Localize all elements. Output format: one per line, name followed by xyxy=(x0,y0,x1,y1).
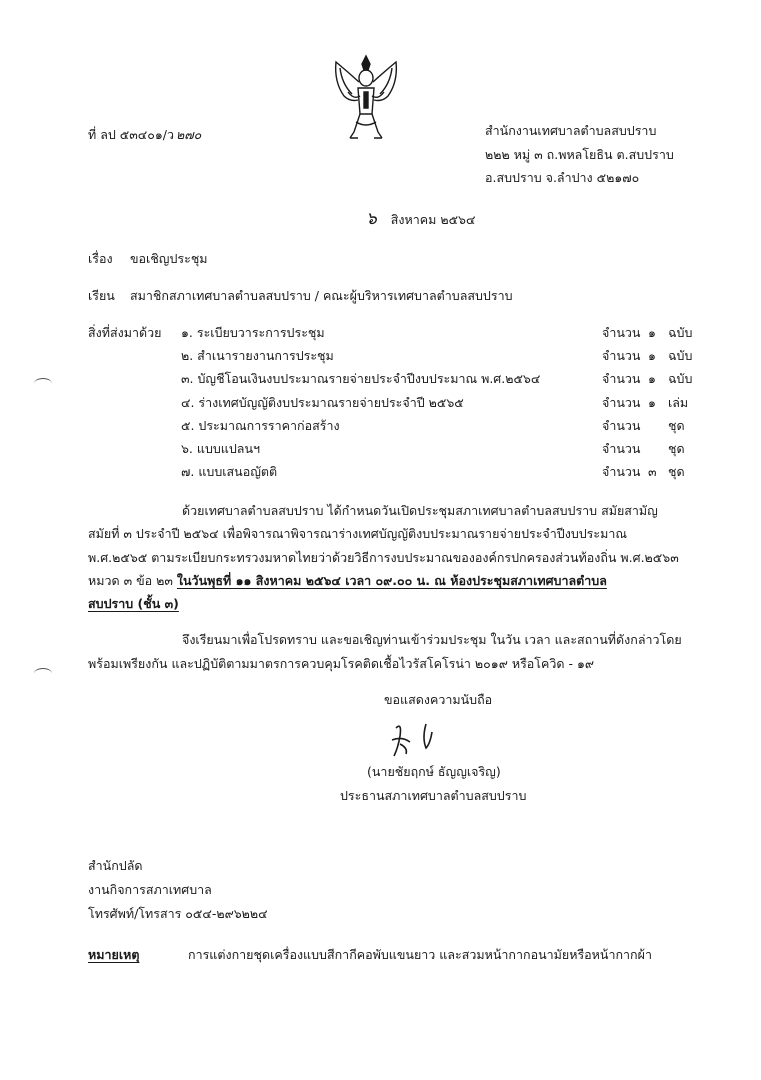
date-month-year: สิงหาคม ๒๕๖๔ xyxy=(390,212,476,227)
recipient-line xyxy=(88,286,513,306)
attachment-item: ๕. ประมาณการราคาก่อสร้าง xyxy=(181,418,340,433)
body-line xyxy=(88,571,607,591)
attachment-unit: ชุด xyxy=(668,441,685,456)
subject-line xyxy=(88,249,208,269)
attachment-qty-label: จำนวน xyxy=(602,395,641,410)
body-line: ด้วยเทศบาลตำบลสบปราบ ได้กำหนดวันเปิดประชุมสภาเทศบาลตำบลสบปราบ สมัยสามัญ xyxy=(182,503,658,518)
date-day: ๖ xyxy=(366,209,377,229)
attachment-unit: เล่ม xyxy=(668,395,689,410)
attachment-qty-label: จำนวน xyxy=(602,418,641,433)
attachments-label: สิ่งที่ส่งมาด้วย xyxy=(88,325,162,340)
attachment-unit: ชุด xyxy=(668,464,685,479)
attachment-unit: ชุด xyxy=(668,418,685,433)
signature-mark xyxy=(388,718,448,762)
footer-line: สำนักปลัด xyxy=(88,858,143,873)
attachment-qty: ๑ xyxy=(648,395,656,410)
attachment-unit: ฉบับ xyxy=(668,325,693,340)
note-line xyxy=(88,945,652,965)
attachment-qty-label: จำนวน xyxy=(602,464,641,479)
body-line: พ.ศ.๒๕๖๕ ตามระเบียบกระทรวงมหาดไทยว่าด้วยวิธีการงบประมาณขององค์กรปกครองส่วนท้องถิ่น พ.ศ.๒๕๖๓ xyxy=(88,550,679,565)
attachment-qty-label: จำนวน xyxy=(602,371,641,386)
meeting-location-floor: สบปราบ (ชั้น ๓) xyxy=(88,596,179,611)
attachment-qty-label: จำนวน xyxy=(602,325,641,340)
meeting-date-location: ในวันพุธที่ ๑๑ สิงหาคม ๒๕๖๔ เวลา ๐๙.๐๐ น. ณ ห้องประชุมสภาเทศบาลตำบล xyxy=(176,573,607,588)
note-text: การแต่งกายชุดเครื่องแบบสีกากีคอพับแขนยาว และสวมหน้ากากอนามัยหรือหน้ากากผ้า xyxy=(188,947,652,962)
attachment-item: ๑. ระเบียบวาระการประชุม xyxy=(181,325,325,340)
attachment-item: ๖. แบบแปลนฯ xyxy=(181,441,261,456)
signatory-title: ประธานสภาเทศบาลตำบลสบปราบ xyxy=(340,788,527,803)
footer-line: โทรศัพท์/โทรสาร ๐๕๔-๒๙๖๒๒๔ xyxy=(88,906,268,921)
punch-mark xyxy=(34,378,52,389)
reference-handwritten: ๒๗๐ xyxy=(176,127,202,142)
body-line: สมัยที่ ๓ ประจำปี ๒๕๖๔ เพื่อพิจารณาพิจารณาร่างเทศบัญญัติงบประมาณรายจ่ายประจำปีงบประมาณ xyxy=(88,526,627,541)
attachment-qty-label: จำนวน xyxy=(602,348,641,363)
attachment-item: ๗. แบบเสนอญัตติ xyxy=(181,464,278,479)
garuda-emblem xyxy=(328,52,404,142)
attachment-unit: ฉบับ xyxy=(668,348,693,363)
recipient-label: เรียน xyxy=(88,288,115,303)
letter-date xyxy=(366,205,475,232)
punch-mark xyxy=(34,668,52,679)
attachment-qty: ๑ xyxy=(648,325,656,340)
signatory-name: (นายชัยฤกษ์ ธัญญเจริญ) xyxy=(367,764,501,779)
attachment-unit: ฉบับ xyxy=(668,371,693,386)
body-line: จึงเรียนมาเพื่อโปรดทราบ และขอเชิญท่านเข้าร่วมประชุม ในวัน เวลา และสถานที่ดังกล่าวโดย xyxy=(182,632,682,647)
attachment-qty-label: จำนวน xyxy=(602,441,641,456)
body-text: หมวด ๓ ข้อ ๒๓ xyxy=(88,573,177,588)
footer-line: งานกิจการสภาเทศบาล xyxy=(88,882,212,897)
attachment-qty: ๑ xyxy=(648,371,656,386)
attachment-item: ๓. บัญชีโอนเงินงบประมาณรายจ่ายประจำปีงบประมาณ พ.ศ.๒๕๖๔ xyxy=(181,371,541,386)
subject-text: ขอเชิญประชุม xyxy=(130,251,208,266)
subject-label: เรื่อง xyxy=(88,251,113,266)
body-line: พร้อมเพรียงกัน และปฏิบัติตามมาตรการควบคุมโรคติดเชื้อไวรัสโคโรน่า ๒๐๑๙ หรือโควิด - ๑๙ xyxy=(88,656,595,671)
attachment-item: ๒. สำเนารายงานการประชุม xyxy=(181,348,334,363)
office-line: อ.สบปราบ จ.ลำปาง ๕๒๑๗๐ xyxy=(485,170,640,185)
attachment-qty: ๑ xyxy=(648,348,656,363)
office-line: สำนักงานเทศบาลตำบลสบปราบ xyxy=(485,123,657,138)
recipient-text: สมาชิกสภาเทศบาลตำบลสบปราบ / คณะผู้บริหารเทศบาลตำบลสบปราบ xyxy=(130,288,513,303)
office-line: ๒๒๒ หมู่ ๓ ถ.พหลโยธิน ต.สบปราบ xyxy=(485,147,674,162)
attachment-item: ๔. ร่างเทศบัญญัติงบประมาณรายจ่ายประจำปี ๒๕๖๕ xyxy=(181,395,464,410)
attachment-qty: ๓ xyxy=(648,464,657,479)
reference-number: ที่ ลป ๕๓๔๐๑/ว ๒๗๐ xyxy=(88,127,202,142)
closing-text: ขอแสดงความนับถือ xyxy=(384,692,493,707)
note-label: หมายเหตุ xyxy=(88,947,140,962)
